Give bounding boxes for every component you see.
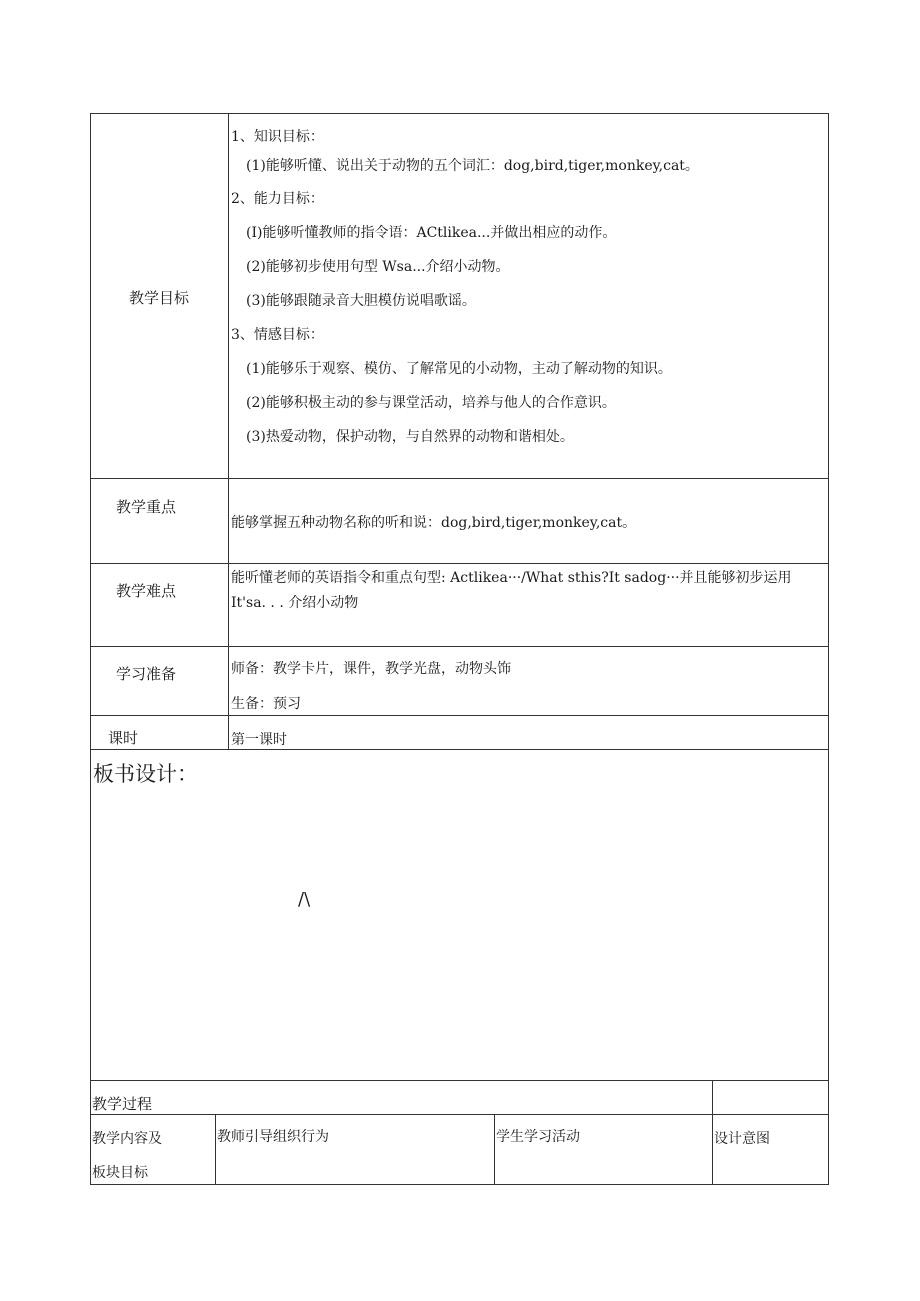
knowledge-goal-title: 1、知识目标： bbox=[231, 129, 324, 145]
key-points-text: 能够掌握五种动物名称的听和说：dog,bird,tiger,monkey,cat。 bbox=[231, 515, 637, 531]
table-border bbox=[90, 715, 829, 716]
ability-goal-title: 2、能力目标： bbox=[231, 191, 324, 207]
process-col-content-line2: 板块目标 bbox=[92, 1165, 148, 1181]
ability-goal-item: (3)能够跟随录音大胆模仿说唱歌谣。 bbox=[246, 293, 476, 309]
table-border bbox=[90, 1114, 829, 1115]
knowledge-goal-item: (1)能够听懂、说出关于动物的五个词汇：dog,bird,tiger,monkey,cat。 bbox=[246, 158, 699, 174]
table-border bbox=[90, 646, 829, 647]
table-border bbox=[828, 113, 829, 1185]
table-border bbox=[90, 113, 829, 114]
difficulty-text-line2: It'sa. . . 介绍小动物 bbox=[231, 595, 359, 611]
table-border bbox=[90, 563, 829, 564]
table-border bbox=[90, 1080, 829, 1081]
key-points-label: 教学重点 bbox=[116, 498, 177, 516]
teacher-preparation: 师备：教学卡片，课件，教学光盘，动物头饰 bbox=[231, 661, 511, 677]
difficulty-label: 教学难点 bbox=[116, 582, 177, 600]
student-preparation: 生备：预习 bbox=[231, 696, 301, 712]
goals-label: 教学目标 bbox=[129, 289, 190, 307]
process-col-intent: 设计意图 bbox=[714, 1131, 770, 1147]
emotion-goal-title: 3、情感目标： bbox=[231, 327, 324, 343]
ability-goal-item: (2)能够初步使用句型 Wsa...介绍小动物。 bbox=[246, 259, 510, 275]
preparation-label: 学习准备 bbox=[116, 665, 177, 683]
difficulty-text-line1: 能听懂老师的英语指令和重点句型: Actlikea···/What sthis?It sadog···并且能够初步运用 bbox=[231, 570, 792, 586]
process-col-teacher: 教师引导组织行为 bbox=[217, 1129, 329, 1145]
board-design-mark: /\ bbox=[298, 889, 311, 910]
period-label: 课时 bbox=[108, 729, 139, 747]
period-value: 第一课时 bbox=[231, 732, 287, 748]
table-border bbox=[712, 1080, 713, 1185]
board-design-title: 板书设计： bbox=[93, 762, 198, 786]
table-border bbox=[90, 478, 829, 479]
process-title: 教学过程 bbox=[92, 1095, 153, 1113]
process-col-student: 学生学习活动 bbox=[496, 1129, 580, 1145]
table-border bbox=[90, 749, 829, 750]
emotion-goal-item: (3)热爱动物，保护动物，与自然界的动物和谐相处。 bbox=[246, 429, 574, 445]
table-border bbox=[215, 1114, 216, 1185]
emotion-goal-item: (1)能够乐于观察、模仿、了解常见的小动物，主动了解动物的知识。 bbox=[246, 361, 672, 377]
table-border bbox=[228, 113, 229, 750]
table-border bbox=[90, 1184, 829, 1185]
ability-goal-item: (I)能够听懂教师的指令语：ACtlikea...并做出相应的动作。 bbox=[246, 225, 617, 241]
table-border bbox=[494, 1114, 495, 1185]
process-col-content-line1: 教学内容及 bbox=[92, 1131, 162, 1147]
table-border bbox=[90, 113, 91, 1185]
emotion-goal-item: (2)能够积极主动的参与课堂活动，培养与他人的合作意识。 bbox=[246, 395, 616, 411]
